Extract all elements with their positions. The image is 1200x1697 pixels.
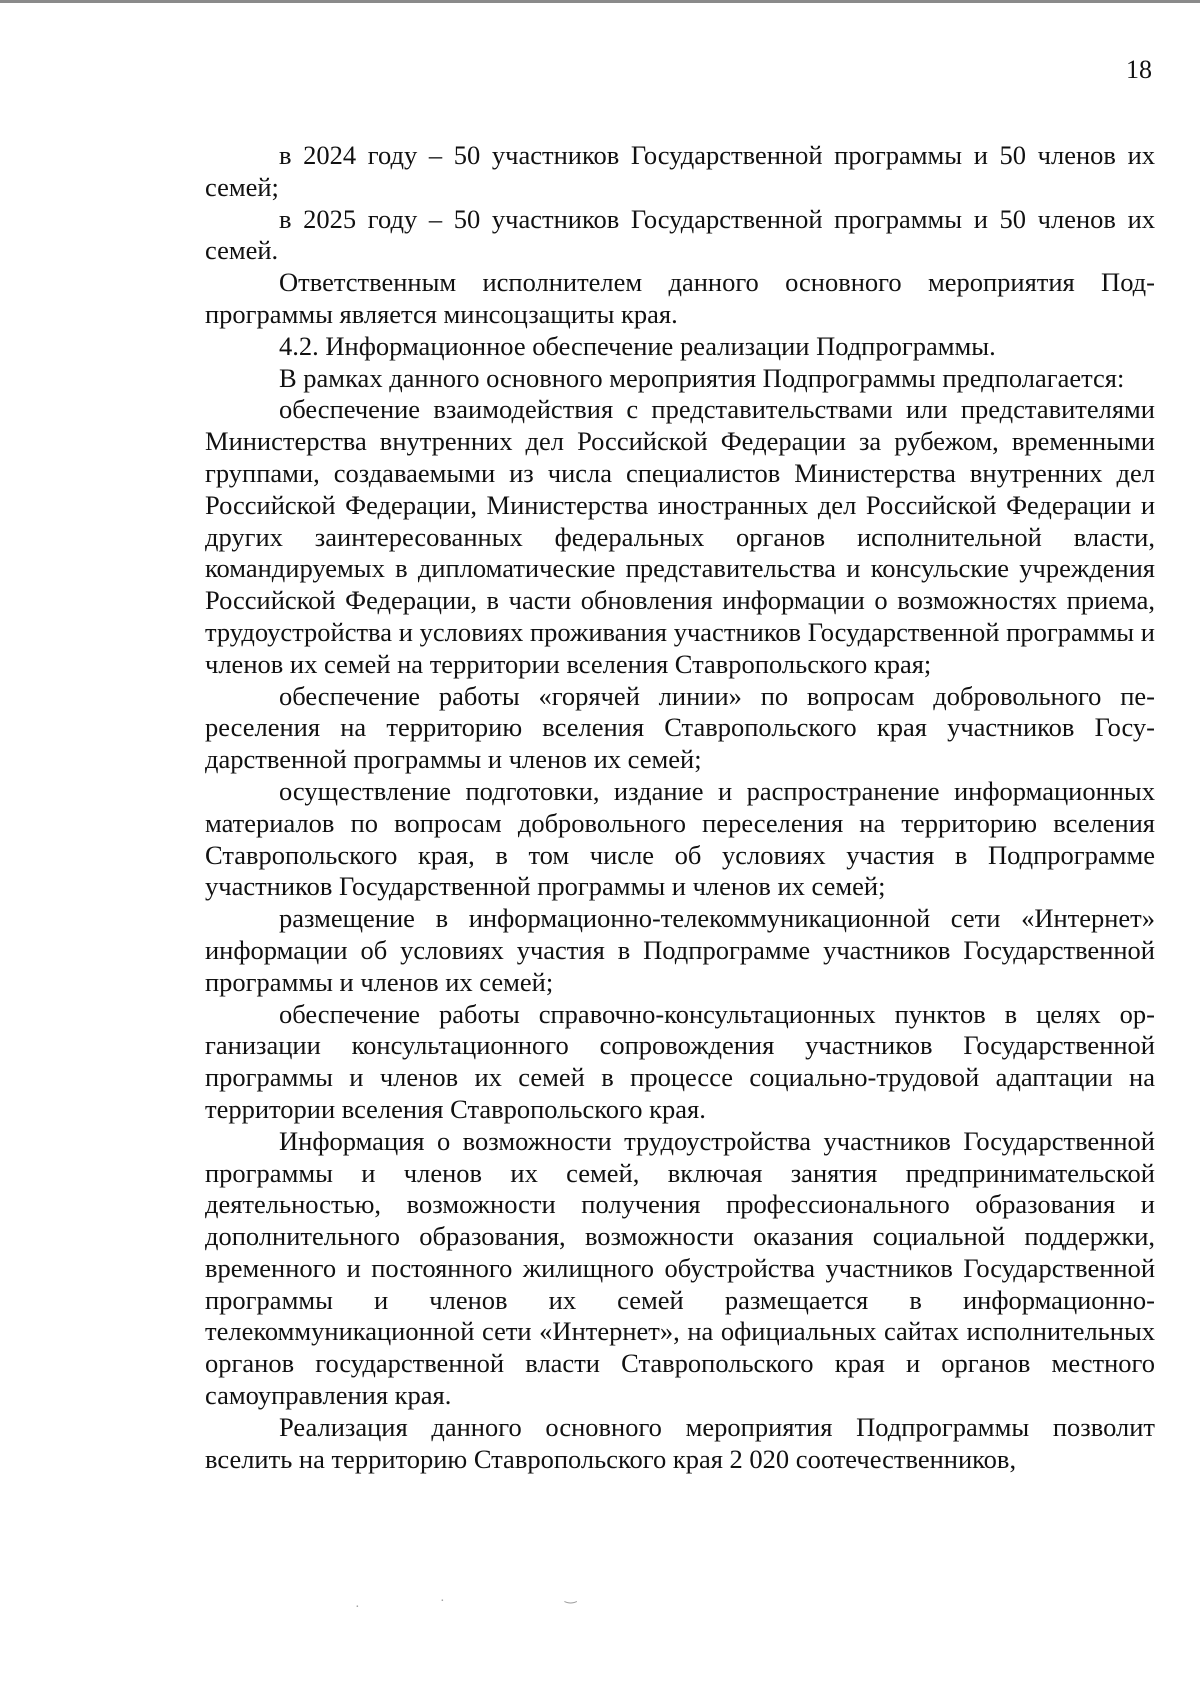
scan-speck: · bbox=[440, 1594, 445, 1609]
paragraph-implementation: Реализация данного основного мероприятия Подпрограммы позволит вселить на территорию Ставропольского края 2 020 соотечественников, bbox=[205, 1411, 1155, 1474]
paragraph-responsible-executor: Ответственным исполнителем данного основного мероприятия Подпрограммы является минсоцзащиты края. bbox=[205, 267, 1155, 329]
document-body bbox=[205, 140, 1155, 1475]
paragraph-hotline: обеспечение работы «горячей линии» по вопросам добровольного переселения на территорию вселения Ставропольского края участников Государственной программы и членов их семей; bbox=[205, 680, 1155, 775]
paragraph-interaction: обеспечение взаимодействия с представительствами или представителями Министерства внутренних дел Российской Федерации за рубежом, временными группами, создаваемыми из числа специалистов Министерства внутренних дел Российской Федерации, Министерства иностранных дел Российской Федерации и других заинтересованных федеральных органов исполнительной власти, командируемых в дипломатические представительства и консульские учреждения Российской Федерации, в части обновления информации о возможностях приема, трудоустройства и условиях проживания участников Государственной программы и членов их семей на территории вселения Ставропольского края; bbox=[205, 394, 1155, 679]
paragraph-intro: В рамках данного основного мероприятия Подпрограммы предполагается: bbox=[279, 362, 1125, 393]
paragraph-2024-participants: в 2024 году – 50 участников Государственной программы и 50 членов их семей; bbox=[205, 140, 1155, 202]
paragraph-internet: размещение в информационно-телекоммуникационной сети «Интернет» информации об условиях участия в Подпрограмме участников Государственной программы и членов их семей; bbox=[205, 903, 1155, 997]
scan-speck: · bbox=[355, 1600, 360, 1615]
paragraph-consult-points: обеспечение работы справочно-консультационных пунктов в целях организации консультационного сопровождения участников Государственной программы и членов их семей в процессе социально-трудовой адаптации на территории вселения Ставропольского края. bbox=[205, 998, 1155, 1124]
section-heading-4-2: 4.2. Информационное обеспечение реализации Подпрограммы. bbox=[279, 330, 996, 361]
scan-edge-line bbox=[0, 0, 1200, 3]
page-number: 18 bbox=[1126, 55, 1152, 84]
paragraph-information: Информация о возможности трудоустройства участников Государственной программы и членов их семей, включая занятия предпринимательской деятельностью, возможности получения профессионального образования и дополнительного образования, возможности оказания социальной поддержки, временного и постоянного жилищного обустройства участников Государственной программы и членов их семей размещается в информационно-телекоммуникационной сети «Интернет», на официальных сайтах исполнительных органов государственной власти Ставропольского края и органов местного самоуправления края. bbox=[205, 1125, 1155, 1411]
paragraph-materials: осуществление подготовки, издание и распространение информационных материалов по вопросам добровольного переселения на территорию вселения Ставропольского края, в том числе об условиях участия в Подпрограмме участников Государственной программы и членов их семей; bbox=[205, 775, 1155, 902]
paragraph-2025-participants: в 2025 году – 50 участников Государственной программы и 50 членов их семей. bbox=[205, 203, 1155, 266]
scan-speck: ‿ bbox=[565, 1589, 577, 1604]
